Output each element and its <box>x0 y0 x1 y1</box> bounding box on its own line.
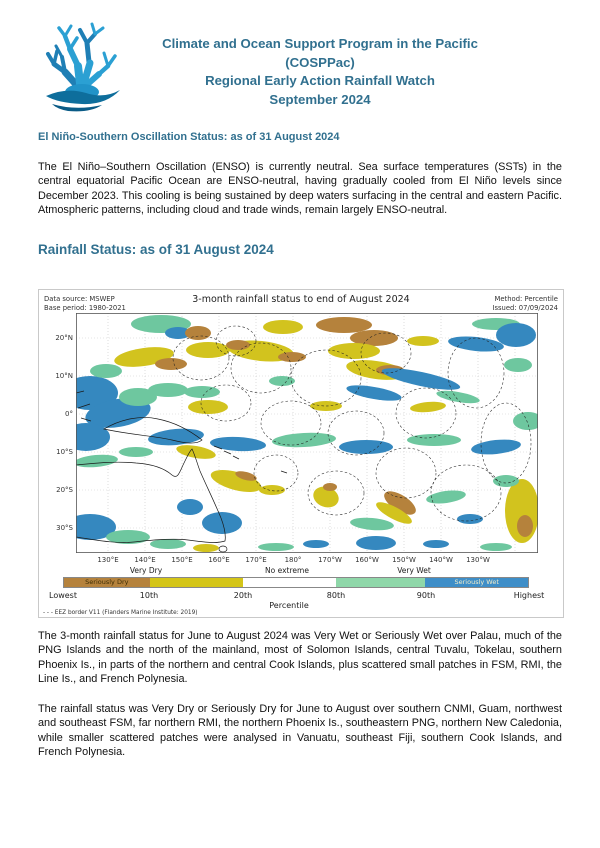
legend-very-dry-label: Very Dry <box>129 566 163 575</box>
rainfall-dry-paragraph: The rainfall status was Very Dry or Seriously Dry for June to August over southern CNMI, Guam, northwest and southeast FSM, far northern RMI, the northern Phoenix Is., southeastern PNG, northern New Caledonia, while smaller scattered patches were analysed in Vanuatu, southeast Fiji, southern Cook Islands, and French Polynesia. <box>38 703 562 759</box>
lon-label-150w: 150°W <box>392 556 416 564</box>
title-line-2: (COSPPac) <box>285 54 355 70</box>
rainfall-wet-paragraph: The 3-month rainfall status for June to August 2024 was Very Wet or Seriously Wet over Palau, much of the PNG Islands and the north of the mainland, most of Solomon Islands, central Tuvalu, Tokelau, southern Phoenix Is., in parts of the northern and central Cook Islands, plus scattered small patches in FSM, RMI, the Line Is., and French Polynesia. <box>38 630 562 686</box>
figure-data-source <box>44 295 126 312</box>
enso-status-paragraph: The El Niño–Southern Oscillation (ENSO) is currently neutral. Sea surface temperatures (SSTs) in the central equatorial Pacific Ocean are ENSO-neutral, having gradually cooled from El Niño levels since December 2023. This cooling is being sustained by deep waters surfacing in the central and eastern Pacific. Atmospheric patterns, including cloud and trade winds, remain largely ENSO-neutral. <box>38 161 562 217</box>
report-title <box>70 35 570 109</box>
figure-method-issued <box>492 295 558 312</box>
eez-border-note: - - - EEZ border V11 (Flanders Marine Institute: 2019) <box>43 610 198 616</box>
lon-label-140w: 140°W <box>429 556 453 564</box>
enso-status-heading: El Niño-Southern Oscillation Status: as of 31 August 2024 <box>38 131 340 143</box>
base-period-line: Base period: 1980-2021 <box>44 303 126 312</box>
figure-title: 3-month rainfall status to end of August 2024 <box>192 294 410 305</box>
lat-label-20n: 20°N <box>55 334 73 342</box>
method-line: Method: Percentile <box>494 295 558 303</box>
lat-label-20s: 20°S <box>56 486 73 494</box>
title-line-3: Regional Early Action Rainfall Watch <box>205 73 435 89</box>
lon-label-130e: 130°E <box>97 556 119 564</box>
lon-label-170w: 170°W <box>318 556 342 564</box>
lon-label-150e: 150°E <box>171 556 193 564</box>
legend-seg-very-dry <box>150 578 244 587</box>
legend-tick-90th: 90th <box>416 591 436 600</box>
legend-tick-10th: 10th <box>139 591 159 600</box>
legend-colorbar <box>63 577 529 588</box>
issued-line: Issued: 07/09/2024 <box>492 303 558 312</box>
lon-label-180: 180° <box>284 556 302 564</box>
lon-label-160w: 160°W <box>355 556 379 564</box>
lat-label-30s: 30°S <box>56 524 73 532</box>
title-line-1: Climate and Ocean Support Program in the Pacific <box>162 36 478 51</box>
legend-seg-seriously-wet: Seriously Wet <box>425 578 528 587</box>
lat-label-0: 0° <box>65 410 73 418</box>
lon-label-160e: 160°E <box>208 556 230 564</box>
legend-axis-caption: Percentile <box>269 601 309 610</box>
legend-tick-highest: Highest <box>513 591 545 600</box>
legend-tick-lowest: Lowest <box>49 591 77 600</box>
legend-very-wet-label: Very Wet <box>397 566 431 575</box>
lat-label-10s: 10°S <box>56 448 73 456</box>
legend-tick-80th: 80th <box>326 591 346 600</box>
title-line-4: September 2024 <box>269 91 371 107</box>
legend-seg-very-wet <box>336 578 426 587</box>
lon-label-170e: 170°E <box>245 556 267 564</box>
rainfall-status-heading: Rainfall Status: as of 31 August 2024 <box>38 242 274 257</box>
legend-seg-seriously-dry: Seriously Dry <box>64 578 150 587</box>
lon-label-130w: 130°W <box>466 556 490 564</box>
lon-label-140e: 140°E <box>134 556 156 564</box>
data-source-line: Data source: MSWEP <box>44 295 115 303</box>
legend-seg-no-extreme <box>243 578 336 587</box>
rainfall-status-figure <box>38 289 564 618</box>
legend-tick-20th: 20th <box>233 591 253 600</box>
legend-no-extreme-label: No extreme <box>265 566 309 575</box>
pacific-rainfall-map <box>76 313 538 553</box>
lat-label-10n: 10°N <box>55 372 73 380</box>
